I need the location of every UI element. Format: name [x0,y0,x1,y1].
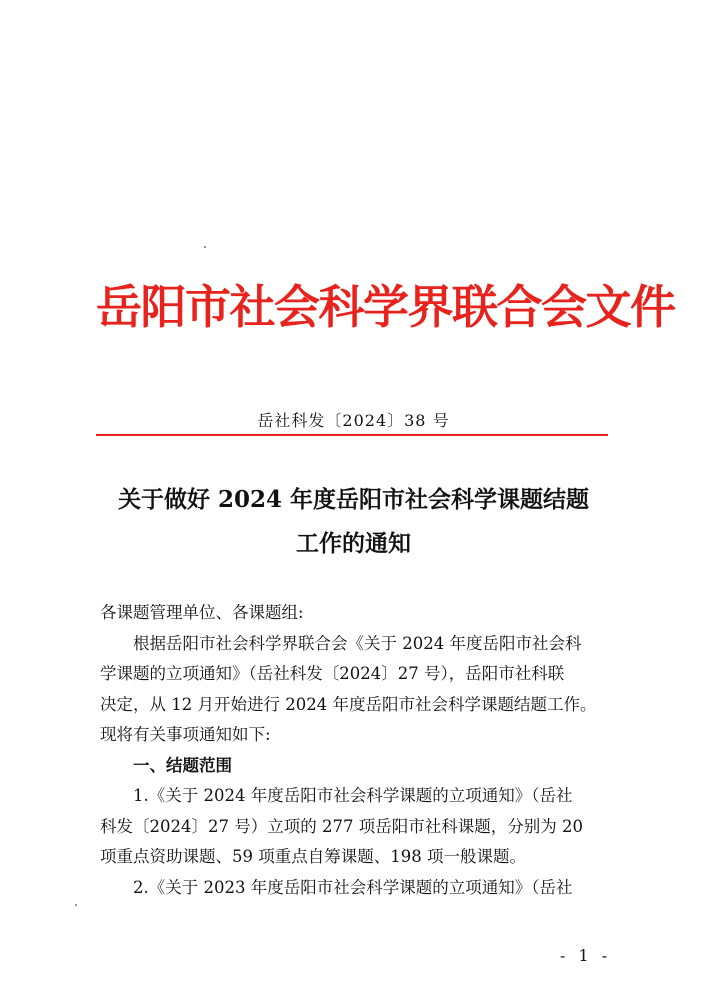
item-2-line-1: 2.《关于 2023 年度岳阳市社会科学课题的立项通知》（岳社 [133,877,573,897]
red-divider-line [96,434,608,436]
notice-body [100,598,612,903]
salutation: 各课题管理单位、各课题组: [100,603,304,622]
item-1-line-1: 1.《关于 2024 年度岳阳市社会科学课题的立项通知》（岳社 [133,786,573,805]
org-document-header: 岳阳市社会科学界联合会文件 [96,280,675,334]
item-1-line-2: 科发〔2024〕27 号）立项的 277 项岳阳市社科课题，分别为 20 [100,816,583,836]
page-number: - 1 - [560,946,612,965]
notice-title [80,478,627,566]
paragraph-1-line-3: 决定，从 12 月开始进行 2024 年度岳阳市社会科学课题结题工作。 [100,694,597,714]
paragraph-1-line-1: 根据岳阳市社会科学界联合会《关于 2024 年度岳阳市社会科 [133,633,582,653]
notice-title-line-2: 工作的通知 [296,530,411,557]
section-heading-scope: 一、结题范围 [133,755,232,775]
document-number: 岳社科发〔2024〕38 号 [257,411,450,430]
scan-speck [75,904,77,906]
notice-title-line-1: 关于做好 2024 年度岳阳市社会科学课题结题 [117,486,590,513]
scan-speck [204,246,206,248]
paragraph-1-line-4: 现将有关事项通知如下: [100,725,271,744]
paragraph-1-line-2: 学课题的立项通知》（岳社科发〔2024〕27 号），岳阳市社科联 [100,664,565,683]
item-1-line-3: 项重点资助课题、59 项重点自筹课题、198 项一般课题。 [100,847,526,866]
